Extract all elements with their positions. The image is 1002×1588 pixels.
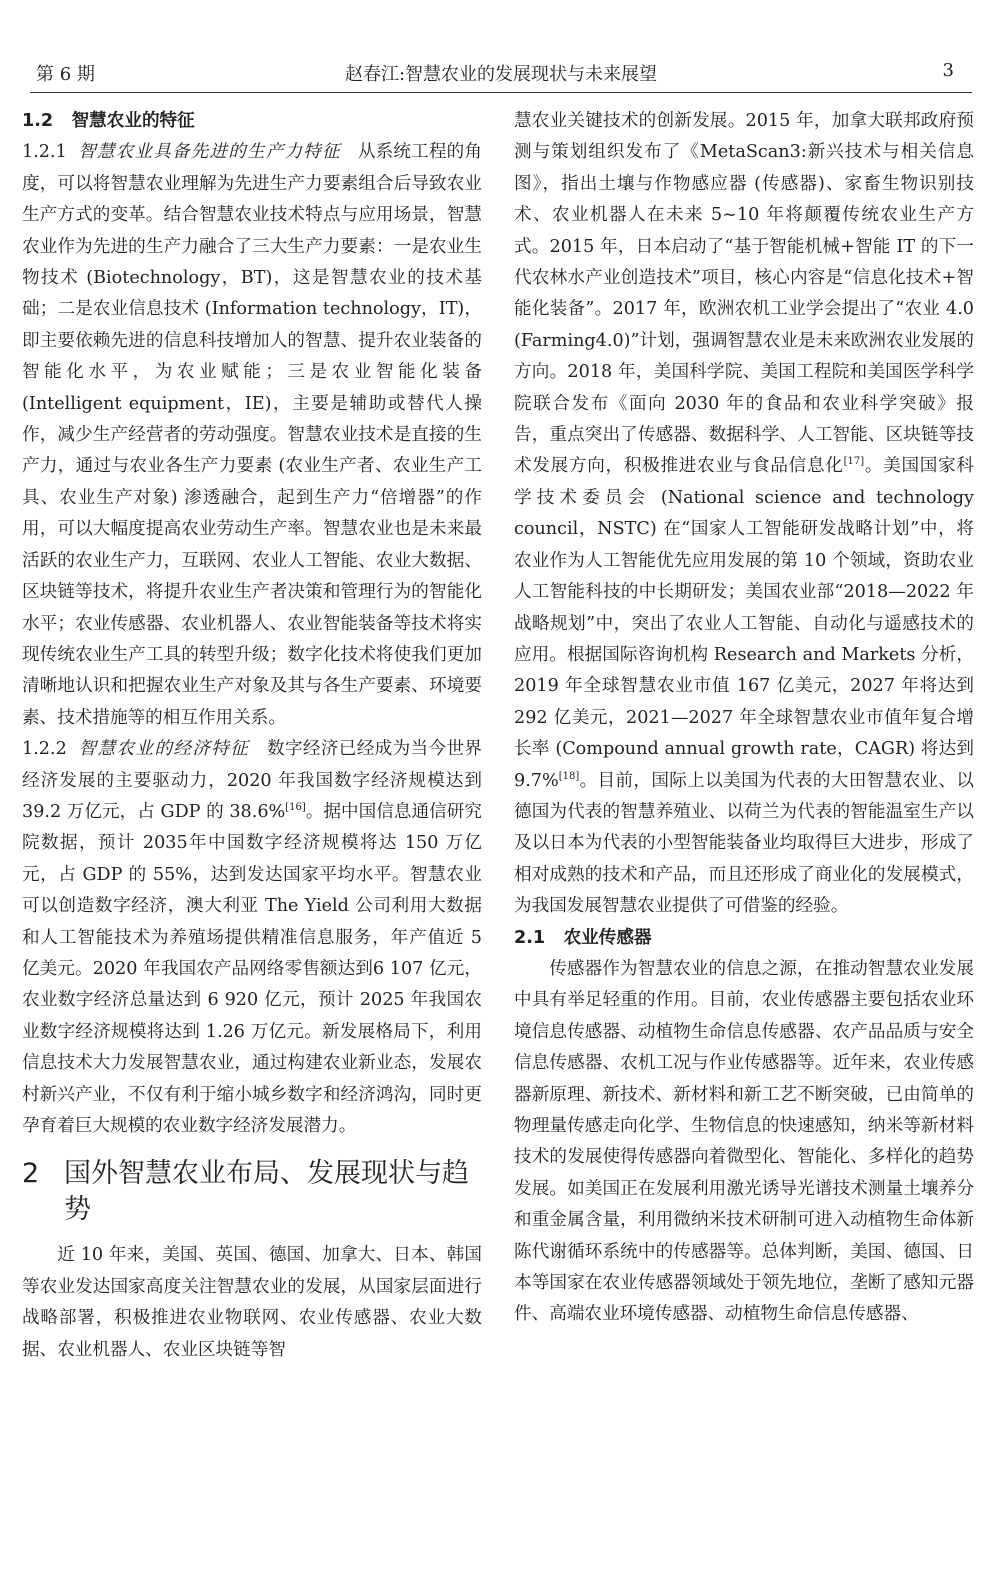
paragraph-1-2-1	[22, 137, 482, 734]
section-number: 2.1	[514, 927, 546, 948]
subsection-number: 1.2.2	[22, 739, 67, 760]
citation-17[interactable]: [17]	[843, 456, 865, 468]
subsection-title: 智慧农业具备先进的生产力特征	[78, 142, 341, 163]
citation-16[interactable]: [16]	[285, 802, 306, 814]
paragraph-2-continued	[514, 106, 974, 923]
body-text: 。美国国家科学技术委员会 (National science and technology council，NSTC) 在“国家人工智能研发战略计划”中，将农业作为人工智能优先应用发展的第 10 个领域，资助农业人工智能科技的中长期研发；美国农业部“2018—2022 年战略规划”中，突出了农业人工智能、自动化与遥感技术的应用。根据国际咨询机构 Research and Markets 分析，2019 年全球智慧农业市值 167 亿美元，2027 年将达到 292 亿美元，2021—2027 年全球智慧农业市值年复合增长率 (Compound annual growth rate，CAGR) 将达到 9.7%	[514, 456, 974, 791]
running-title: 赵春江:智慧农业的发展现状与未来展望	[344, 64, 658, 85]
paragraph-2-1: 传感器作为智慧农业的信息之源，在推动智慧农业发展中具有举足轻重的作用。目前，农业传感器主要包括农业环境信息传感器、动植物生命信息传感器、农产品品质与安全信息传感器、农机工况与作业传感器等。近年来，农业传感器新原理、新技术、新材料和新工艺不断突破，已由简单的物理量传感走向化学、生物信息的快速感知，纳米等新材料技术的发展使得传感器向着微型化、智能化、多样化的趋势发展。如美国正在发展利用激光诱导光谱技术测量土壤养分和重金属含量，利用微纳米技术研制可进入动植物生命体新陈代谢循环系统中的传感器等。总体判断，美国、德国、日本等国家在农业传感器领域处于领先地位，垄断了感知元器件、高端农业环境传感器、动植物生命信息传感器、	[514, 958, 974, 1325]
paragraph-1-2-2	[22, 734, 482, 1142]
body-text: 。据中国信息通信研究院数据，预计 2035年中国数字经济规模将达 150 万亿元，占 GDP 的 55%，达到发达国家平均水平。智慧农业可以创造数字经济，澳大利亚 The Yield 公司利用大数据和人工智能技术为养殖场提供精准信息服务，年产值近 5 亿美元。2020 年我国农产品网络零售额达到6 107 亿元，农业数字经济总量达到 6 920 亿元，预计 2025 年我国农业数字经济规模将达到 1.26 万亿元。新发展格局下，利用信息技术大力发展智慧农业，通过构建农业新业态，发展农村新兴产业，不仅有利于缩小城乡数字和经济鸿沟，同时更孕育着巨大规模的农业数字经济发展潜力。	[22, 801, 482, 1136]
left-column	[22, 106, 482, 1366]
body-text: 从系统工程的角度，可以将智慧农业理解为先进生产力要素组合后导致农业生产方式的变革。结合智慧农业技术特点与应用场景，智慧农业作为先进的生产力融合了三大生产力要素：一是农业生物技术 (Biotechnology，BT)，这是智慧农业的技术基础；二是农业信息技术 (Information technology，IT)，即主要依赖先进的信息科技增加人的智慧、提升农业装备的智能化水平，为农业赋能；三是农业智能化装备 (Intelligent equipment，IE)，主要是辅助或替代人操作，减少生产经营者的劳动强度。智慧农业技术是直接的生产力，通过与农业各生产力要素 (农业生产者、农业生产工具、农业生产对象) 渗透融合，起到生产力“倍增器”的作用，可以大幅度提高农业劳动生产率。智慧农业也是未来最活跃的农业生产力，互联网、农业人工智能、农业大数据、区块链等技术，将提升农业生产者决策和管理行为的智能化水平；农业传感器、农业机器人、农业智能装备等技术将实现传统农业生产工具的转型升级；数字化技术将使我们更加清晰地认识和把握农业生产对象及其与各生产要素、环境要素、技术措施等的相互作用关系。	[22, 142, 482, 728]
issue-label: 第 6 期	[36, 64, 95, 85]
subsection-heading-1-2-1	[22, 142, 341, 162]
page-number: 3	[942, 60, 954, 81]
section-heading-1-2	[22, 106, 482, 137]
section-number: 1.2	[22, 111, 54, 131]
section-title: 农业传感器	[563, 927, 652, 948]
section-heading-2	[22, 1156, 482, 1228]
subsection-title: 智慧农业的经济特征	[78, 739, 250, 760]
body-text: 数字经济已经成为当今世界经济发展的主要驱动力，2020 年我国数字经济规模达到 39.2 万亿元，占 GDP 的 38.6%	[22, 739, 482, 822]
header-divider	[30, 92, 972, 93]
section-title: 国外智慧农业布局、发展现状与趋势	[64, 1158, 469, 1226]
body-text: 。目前，国际上以美国为代表的大田智慧农业、以德国为代表的智慧养殖业、以荷兰为代表的智能温室生产以及以日本为代表的小型智能装备业均取得巨大进步，形成了相对成熟的技术和产品，而且还形成了商业化的发展模式，为我国发展智慧农业提供了可借鉴的经验。	[514, 770, 974, 917]
section-number: 2	[22, 1158, 40, 1190]
subsection-heading-1-2-2	[22, 739, 249, 759]
page-header	[0, 0, 1002, 96]
paragraph-2-intro: 近 10 年来，美国、英国、德国、加拿大、日本、韩国等农业发达国家高度关注智慧农业的发展，从国家层面进行战略部署，积极推进农业物联网、农业传感器、农业大数据、农业机器人、农业区块链等智	[22, 1245, 482, 1360]
section-title: 智慧农业的特征	[71, 111, 195, 131]
section-heading-2-1	[514, 923, 974, 954]
subsection-number: 1.2.1	[22, 142, 67, 163]
citation-18[interactable]: [18]	[558, 770, 580, 782]
body-text: 慧农业关键技术的创新发展。2015 年，加拿大联邦政府预测与策划组织发布了《MetaScan3:新兴技术与相关信息图》，指出土壤与作物感应器 (传感器)、家畜生物识别技术、农业机器人在未来 5~10 年将颠覆传统农业生产方式。2015 年，日本启动了“基于智能机械+智能 IT 的下一代农林水产业创造技术”项目，核心内容是“信息化技术+智能化装备”。2017 年，欧洲农机工业学会提出了“农业 4.0 (Farming4.0)”计划，强调智慧农业是未来欧洲农业发展的方向。2018 年，美国科学院、美国工程院和美国医学科学院联合发布《面向 2030 年的食品和农业科学突破》报告，重点突出了传感器、数据科学、人工智能、区块链等技术发展方向，积极推进农业与食品信息化	[514, 111, 974, 477]
right-column	[514, 106, 974, 1331]
